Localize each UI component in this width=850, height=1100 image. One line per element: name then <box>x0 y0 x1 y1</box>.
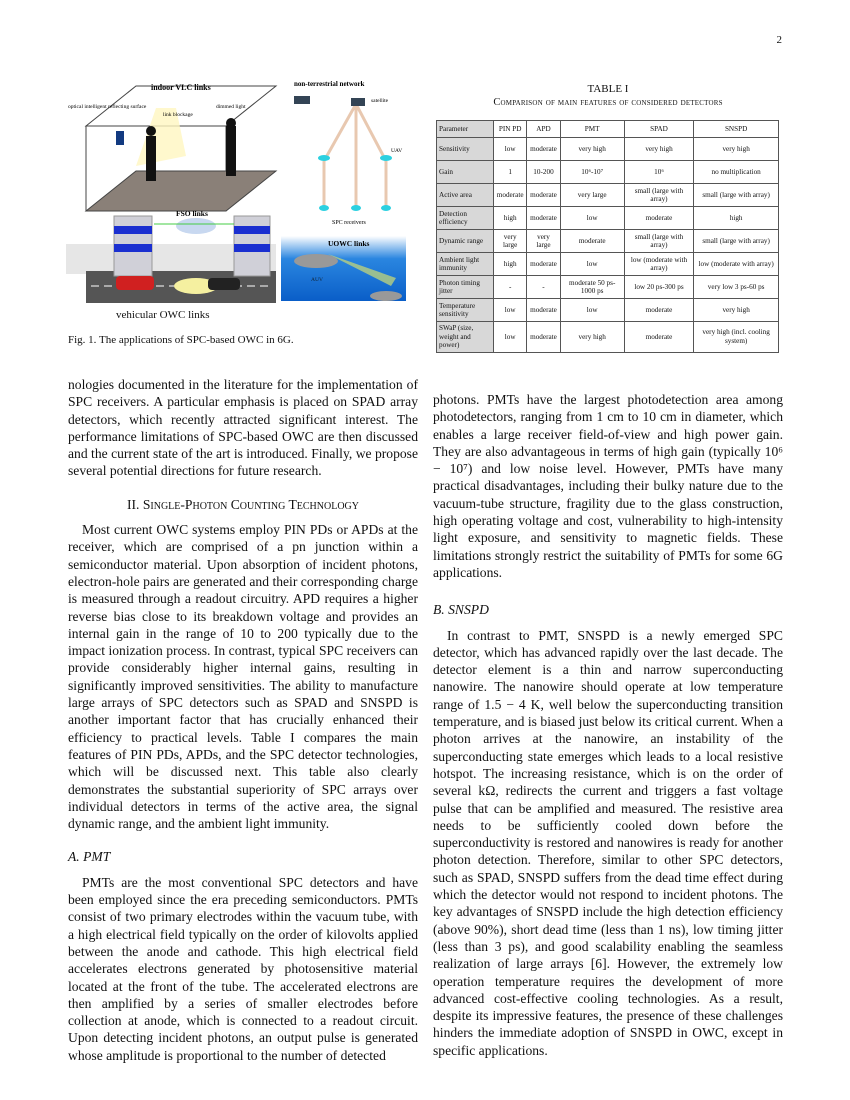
parameter-cell: Ambient light immunity <box>437 253 494 276</box>
subsection-heading: B. SNSPD <box>433 602 489 618</box>
header-cell: Parameter <box>437 121 494 138</box>
value-cell: high <box>494 207 527 230</box>
right-column <box>433 391 783 1059</box>
value-cell: moderate <box>624 299 694 322</box>
paragraph: In contrast to PMT, SNSPD is a newly emerged SPC detector, which has advanced rapidly over the last decade. The detector element is a thin and narrow superconducting nanowire. The nanowire should operate at low temperature range of 1.5 − 4 K, well below the superconducting transition temperature, and is biased just below its critical current. When a photon arrives at the nanowire, an instability of the superconducting state emerges which leads to a local resistive hotspot. The increasing resistance, which is on the order of several kΩ, redirects the current and triggers a fast voltage pulse that can be amplified and measured. The resistive area needs to be sufficiently cooled down before the superconductivity is restored and nanowires is ready for another photon detection. Therefore, similar to other SPC detectors, such as SPAD, SNSPD suffers from the dead time effect during which the detector would not respond to incident photons. The key advantages of SNSPD include the high detection efficiency (above 90%), short dead time (less than 1 ns), low timing jitter (less than 3 ps), and good scalability enabling the seamless realization of large arrays [6]. However, the extremely low operation temperature requires the development of more advanced cost-effective cooling technologies. As a result, despite its impressive features, the presence of these challenges hinders the immediate adoption of SNSPD in OWC, except in specific applications. <box>433 627 783 1058</box>
value-cell: very high (incl. cooling system) <box>694 322 779 353</box>
value-cell: low <box>494 322 527 353</box>
table-row <box>437 184 779 207</box>
table-row <box>437 207 779 230</box>
value-cell: low (moderate with array) <box>694 253 779 276</box>
value-cell: high <box>694 207 779 230</box>
value-cell: very high <box>694 138 779 161</box>
value-cell: low <box>494 299 527 322</box>
value-cell: 10-200 <box>527 161 560 184</box>
value-cell: small (large with array) <box>694 230 779 253</box>
parameter-cell: Active area <box>437 184 494 207</box>
uowc-scene <box>281 236 406 301</box>
value-cell: moderate <box>560 230 624 253</box>
label-spc-receivers: SPC receivers <box>332 220 366 226</box>
value-cell: very high <box>560 322 624 353</box>
label-blockage: link blockage <box>163 112 193 118</box>
value-cell: very high <box>624 138 694 161</box>
table-title: TABLE I <box>587 83 629 95</box>
header-cell: PIN PD <box>494 121 527 138</box>
label-satellite: satellite <box>371 98 389 104</box>
value-cell: very large <box>560 184 624 207</box>
fso-vehicular-scene <box>66 209 276 321</box>
paragraph: Most current OWC systems employ PIN PDs or APDs at the receiver, which are comprised of a pn junction within a semiconductor material. Upon absorption of incident photons, electron-hole pairs are generated and their corresponding charge is measured through a readout circuitry. APD requires a higher reverse bias close to its breakdown voltage and provides an internal gain in the range of 10 to 200 typically due to the impact ionization process. In contrast, typical SPC receivers can provide considerably higher internal gains, resulting in significantly improved sensitivities. The ability to manufacture large arrays of SPC detectors such as SPAD and SNSPD is another important factor that has crucially enhanced their efficiency to practical levels. Table I compares the main features of PIN PDs, APDs, and the SPC detector technologies, which will be discussed next. This table also clearly demonstrates the substantial superiority of SPC arrays over individual detectors in terms of the active area, the signal dynamic range, and the ambient light immunity. <box>68 522 418 832</box>
value-cell: very high <box>694 299 779 322</box>
parameter-cell: Gain <box>437 161 494 184</box>
figure-caption: Fig. 1. The applications of SPC-based OWC in 6G. <box>68 334 294 346</box>
label-uowc: UOWC links <box>328 239 370 248</box>
value-cell: moderate <box>527 253 560 276</box>
value-cell: 1 <box>494 161 527 184</box>
value-cell: low (moderate with array) <box>624 253 694 276</box>
table-row <box>437 299 779 322</box>
table-subtitle: Comparison of main features of considered detectors <box>493 97 723 108</box>
subsection-heading: A. PMT <box>68 849 111 865</box>
label-oirs: optical intelligent reflecting surface <box>68 104 147 110</box>
value-cell: high <box>494 253 527 276</box>
label-indoor: indoor VLC links <box>151 83 211 92</box>
header-cell: APD <box>527 121 560 138</box>
value-cell: small (large with array) <box>624 184 694 207</box>
value-cell: - <box>494 276 527 299</box>
value-cell: small (large with array) <box>694 184 779 207</box>
table-header-row <box>437 121 779 138</box>
value-cell: low <box>560 253 624 276</box>
label-ntn: non-terrestrial network <box>294 80 365 88</box>
table-row <box>437 161 779 184</box>
left-column <box>68 376 418 1064</box>
value-cell: no multiplication <box>694 161 779 184</box>
value-cell: very large <box>527 230 560 253</box>
label-dimmed: dimmed light <box>216 104 246 110</box>
value-cell: low <box>560 299 624 322</box>
value-cell: 10⁶ <box>624 161 694 184</box>
parameter-cell: SWaP (size, weight and power) <box>437 322 494 353</box>
table-row <box>437 138 779 161</box>
value-cell: moderate <box>527 138 560 161</box>
parameter-cell: Photon timing jitter <box>437 276 494 299</box>
value-cell: moderate <box>527 322 560 353</box>
figure-owc-applications <box>66 76 406 328</box>
label-uav: UAV <box>391 148 403 154</box>
value-cell: small (large with array) <box>624 230 694 253</box>
value-cell: low <box>494 138 527 161</box>
label-vehicular: vehicular OWC links <box>116 309 210 321</box>
parameter-cell: Dynamic range <box>437 230 494 253</box>
value-cell: very high <box>560 138 624 161</box>
value-cell: moderate <box>527 207 560 230</box>
value-cell: 10⁶-10⁷ <box>560 161 624 184</box>
value-cell: moderate <box>527 299 560 322</box>
value-cell: - <box>527 276 560 299</box>
ntn-scene <box>294 80 402 226</box>
parameter-cell: Sensitivity <box>437 138 494 161</box>
label-auv: AUV <box>311 277 323 283</box>
value-cell: moderate <box>527 184 560 207</box>
page-number: 2 <box>776 34 782 46</box>
header-cell: SNSPD <box>694 121 779 138</box>
header-cell: SPAD <box>624 121 694 138</box>
paragraph: PMTs are the most conventional SPC detectors and have been employed since the era preceding semiconductors. PMTs consist of two primary electrodes within the vacuum tube, with a high electrical field typically on the order of kilovolts applied between the anode and cathode. This high electrical field accelerates electrons generated by photosensitive material located at the front of the tube. The accelerated electrons are then amplified by a series of smaller electrodes before collection at anode, which is connected to a readout circuit. Upon detecting incident photons, an output pulse is generated whose amplitude is proportional to the number of detected <box>68 874 418 1063</box>
parameter-cell: Temperature sensitivity <box>437 299 494 322</box>
comparison-table <box>436 120 779 353</box>
header-cell: PMT <box>560 121 624 138</box>
label-fso: FSO links <box>176 209 208 218</box>
value-cell: moderate 50 ps-1000 ps <box>560 276 624 299</box>
value-cell: moderate <box>624 207 694 230</box>
value-cell: very large <box>494 230 527 253</box>
value-cell: moderate <box>494 184 527 207</box>
paragraph: nologies documented in the literature for the implementation of SPC receivers. A particular emphasis is placed on SPAD array detectors, which recently attracted significant interest. The performance limitations of SPC-based OWC are then discussed and the current state of the art is introduced. Finally, we propose several potential directions for future research. <box>68 377 418 479</box>
table-row <box>437 322 779 353</box>
value-cell: low <box>560 207 624 230</box>
value-cell: very low 3 ps-60 ps <box>694 276 779 299</box>
paragraph: photons. PMTs have the largest photodetection area among photodetectors, ranging from 1 cm to 10 cm in diameter, which enables a large receiver field-of-view and high power gain. They are also advantageous in terms of high gain (typically 10⁶ − 10⁷) and low noise level. However, PMTs have many practical disadvantages, including their bulky nature due to the vacuum-tube structure, fragility due to the glass construction, high operating voltage and cost, vulnerability to high-intensity light exposure, and sensitivity to magnetic fields. These limitations strongly restrict the suitability of PMTs for some 6G applications. <box>433 392 783 580</box>
table-row <box>437 253 779 276</box>
value-cell: moderate <box>624 322 694 353</box>
section-heading: II. Single-Photon Counting Technology <box>127 496 359 512</box>
table-row <box>437 276 779 299</box>
value-cell: low 20 ps-300 ps <box>624 276 694 299</box>
table-row <box>437 230 779 253</box>
indoor-vlc-scene <box>68 83 276 211</box>
parameter-cell: Detection efficiency <box>437 207 494 230</box>
